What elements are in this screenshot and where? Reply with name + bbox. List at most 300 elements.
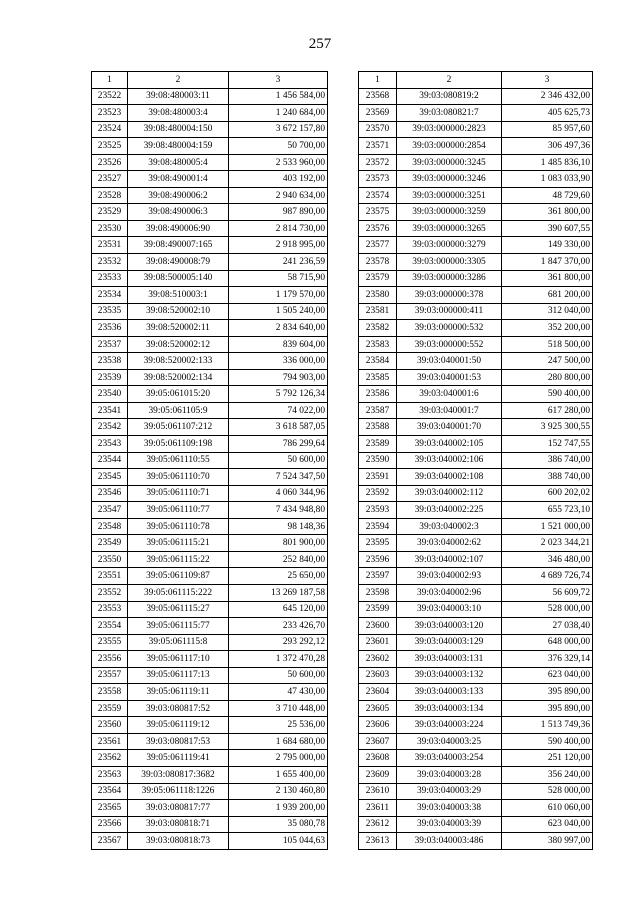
cadastral-number-cell: 39:05:061117:10 (128, 651, 229, 668)
row-number-cell: 23551 (92, 568, 128, 585)
row-number-cell: 23540 (92, 386, 128, 403)
table-row (92, 369, 328, 386)
value-cell: 1 513 749,36 (502, 717, 593, 734)
cadastral-number-cell: 39:03:040002:62 (397, 535, 502, 552)
value-cell: 247 500,00 (502, 353, 593, 370)
table-row (359, 303, 593, 320)
row-number-cell: 23584 (359, 353, 397, 370)
cadastral-number-cell: 39:03:040003:25 (397, 733, 502, 750)
cadastral-number-cell: 39:08:510003:1 (128, 287, 229, 304)
value-cell: 74 022,00 (229, 402, 328, 419)
value-cell: 152 747,55 (502, 436, 593, 453)
row-number-cell: 23560 (92, 717, 128, 734)
value-cell: 233 426,70 (229, 618, 328, 635)
value-cell: 655 723,10 (502, 502, 593, 519)
row-number-cell: 23569 (359, 105, 397, 122)
cadastral-number-cell: 39:05:061109:87 (128, 568, 229, 585)
table-row (92, 386, 328, 403)
value-cell: 376 329,14 (502, 651, 593, 668)
cadastral-number-cell: 39:08:490006:3 (128, 204, 229, 221)
value-cell: 623 040,00 (502, 816, 593, 833)
table-row (359, 750, 593, 767)
table-row (359, 502, 593, 519)
value-cell: 336 000,00 (229, 353, 328, 370)
cadastral-number-cell: 39:03:080819:2 (397, 88, 502, 105)
row-number-cell: 23577 (359, 237, 397, 254)
value-cell: 794 903,00 (229, 369, 328, 386)
row-number-cell: 23583 (359, 336, 397, 353)
cadastral-number-cell: 39:03:040002:96 (397, 584, 502, 601)
table-row (92, 88, 328, 105)
cadastral-number-cell: 39:03:040003:133 (397, 684, 502, 701)
cadastral-number-cell: 39:08:480004:150 (128, 121, 229, 138)
cadastral-number-cell: 39:03:000000:3265 (397, 220, 502, 237)
cadastral-number-cell: 39:08:520002:11 (128, 320, 229, 337)
row-number-cell: 23546 (92, 485, 128, 502)
row-number-cell: 23556 (92, 651, 128, 668)
cadastral-number-cell: 39:03:080817:77 (128, 800, 229, 817)
value-cell: 2 814 730,00 (229, 220, 328, 237)
cadastral-number-cell: 39:05:061115:22 (128, 551, 229, 568)
cadastral-number-cell: 39:03:040003:129 (397, 634, 502, 651)
cadastral-number-cell: 39:03:080821:7 (397, 105, 502, 122)
cadastral-number-cell: 39:08:480003:11 (128, 88, 229, 105)
table-row (92, 601, 328, 618)
cadastral-number-cell: 39:05:061119:11 (128, 684, 229, 701)
value-cell: 3 925 300,55 (502, 419, 593, 436)
row-number-cell: 23534 (92, 287, 128, 304)
value-cell: 617 280,00 (502, 402, 593, 419)
cadastral-number-cell: 39:03:000000:552 (397, 336, 502, 353)
table-row (92, 287, 328, 304)
cadastral-number-cell: 39:08:490008:79 (128, 254, 229, 271)
value-cell: 361 800,00 (502, 270, 593, 287)
table-row (92, 833, 328, 850)
table-row (92, 138, 328, 155)
value-cell: 405 625,73 (502, 105, 593, 122)
table-row (92, 220, 328, 237)
row-number-cell: 23553 (92, 601, 128, 618)
value-cell: 4 060 344,96 (229, 485, 328, 502)
row-number-cell: 23522 (92, 88, 128, 105)
cadastral-number-cell: 39:03:040003:10 (397, 601, 502, 618)
value-cell: 528 000,00 (502, 601, 593, 618)
table-row (359, 733, 593, 750)
table-row (359, 220, 593, 237)
table-row (359, 320, 593, 337)
value-cell: 7 524 347,50 (229, 469, 328, 486)
value-cell: 25 536,00 (229, 717, 328, 734)
cadastral-number-cell: 39:03:080817:53 (128, 733, 229, 750)
value-cell: 13 269 187,58 (229, 584, 328, 601)
cadastral-number-cell: 39:03:040003:132 (397, 667, 502, 684)
row-number-cell: 23579 (359, 270, 397, 287)
table-row (92, 485, 328, 502)
table-row (92, 518, 328, 535)
table-row (359, 700, 593, 717)
table-row (359, 121, 593, 138)
row-number-cell: 23573 (359, 171, 397, 188)
row-number-cell: 23592 (359, 485, 397, 502)
row-number-cell: 23570 (359, 121, 397, 138)
value-cell: 1 505 240,00 (229, 303, 328, 320)
row-number-cell: 23568 (359, 88, 397, 105)
row-number-cell: 23543 (92, 436, 128, 453)
row-number-cell: 23527 (92, 171, 128, 188)
value-cell: 2 023 344,21 (502, 535, 593, 552)
table-row (92, 750, 328, 767)
cadastral-number-cell: 39:08:520002:12 (128, 336, 229, 353)
table-row (359, 88, 593, 105)
row-number-cell: 23529 (92, 204, 128, 221)
row-number-cell: 23610 (359, 783, 397, 800)
value-cell: 380 997,00 (502, 833, 593, 850)
value-cell: 395 890,00 (502, 700, 593, 717)
cadastral-number-cell: 39:05:061110:78 (128, 518, 229, 535)
cadastral-number-cell: 39:05:061109:198 (128, 436, 229, 453)
row-number-cell: 23557 (92, 667, 128, 684)
right-table-body (359, 88, 593, 849)
table-row (359, 601, 593, 618)
table-row (92, 419, 328, 436)
value-cell: 987 890,00 (229, 204, 328, 221)
table-row (359, 386, 593, 403)
table-row (92, 568, 328, 585)
column-header-3: 3 (229, 72, 328, 89)
table-row (359, 237, 593, 254)
value-cell: 58 715,90 (229, 270, 328, 287)
table-row (92, 584, 328, 601)
table-row (359, 568, 593, 585)
table-row (92, 320, 328, 337)
value-cell: 5 792 126,34 (229, 386, 328, 403)
value-cell: 2 346 432,00 (502, 88, 593, 105)
table-row (359, 634, 593, 651)
row-number-cell: 23612 (359, 816, 397, 833)
cadastral-number-cell: 39:08:480004:159 (128, 138, 229, 155)
table-row (92, 783, 328, 800)
row-number-cell: 23563 (92, 766, 128, 783)
cadastral-number-cell: 39:03:040001:6 (397, 386, 502, 403)
cadastral-number-cell: 39:08:490006:2 (128, 187, 229, 204)
cadastral-number-cell: 39:05:061115:8 (128, 634, 229, 651)
row-number-cell: 23555 (92, 634, 128, 651)
value-cell: 1 456 584,00 (229, 88, 328, 105)
value-cell: 356 240,00 (502, 766, 593, 783)
row-number-cell: 23550 (92, 551, 128, 568)
cadastral-number-cell: 39:03:040002:112 (397, 485, 502, 502)
value-cell: 98 148,36 (229, 518, 328, 535)
cadastral-number-cell: 39:03:080817:3682 (128, 766, 229, 783)
table-row (92, 502, 328, 519)
table-header-row (359, 72, 593, 89)
row-number-cell: 23591 (359, 469, 397, 486)
value-cell: 3 710 448,00 (229, 700, 328, 717)
left-table-body (92, 88, 328, 849)
row-number-cell: 23559 (92, 700, 128, 717)
row-number-cell: 23607 (359, 733, 397, 750)
table-row (359, 402, 593, 419)
table-row (359, 336, 593, 353)
value-cell: 2 918 995,00 (229, 237, 328, 254)
column-header-1: 1 (359, 72, 397, 89)
table-row (359, 287, 593, 304)
table-row (92, 254, 328, 271)
value-cell: 600 202,02 (502, 485, 593, 502)
cadastral-number-cell: 39:08:480003:4 (128, 105, 229, 122)
value-cell: 1 684 680,00 (229, 733, 328, 750)
cadastral-number-cell: 39:05:061115:27 (128, 601, 229, 618)
value-cell: 50 700,00 (229, 138, 328, 155)
cadastral-number-cell: 39:03:000000:378 (397, 287, 502, 304)
table-row (92, 766, 328, 783)
row-number-cell: 23574 (359, 187, 397, 204)
row-number-cell: 23548 (92, 518, 128, 535)
column-header-2: 2 (397, 72, 502, 89)
table-row (92, 336, 328, 353)
cadastral-number-cell: 39:03:040002:105 (397, 436, 502, 453)
value-cell: 1 847 370,00 (502, 254, 593, 271)
row-number-cell: 23582 (359, 320, 397, 337)
row-number-cell: 23552 (92, 584, 128, 601)
row-number-cell: 23523 (92, 105, 128, 122)
row-number-cell: 23541 (92, 402, 128, 419)
value-cell: 403 192,00 (229, 171, 328, 188)
row-number-cell: 23530 (92, 220, 128, 237)
value-cell: 252 840,00 (229, 551, 328, 568)
value-cell: 645 120,00 (229, 601, 328, 618)
cadastral-number-cell: 39:03:040002:106 (397, 452, 502, 469)
cadastral-number-cell: 39:05:061110:55 (128, 452, 229, 469)
table-row (359, 783, 593, 800)
column-header-2: 2 (128, 72, 229, 89)
row-number-cell: 23576 (359, 220, 397, 237)
cadastral-number-cell: 39:03:040003:131 (397, 651, 502, 668)
cadastral-number-cell: 39:03:040003:39 (397, 816, 502, 833)
value-cell: 1 655 400,00 (229, 766, 328, 783)
cadastral-number-cell: 39:08:500005:140 (128, 270, 229, 287)
value-cell: 590 400,00 (502, 386, 593, 403)
row-number-cell: 23602 (359, 651, 397, 668)
row-number-cell: 23604 (359, 684, 397, 701)
cadastral-number-cell: 39:08:490001:4 (128, 171, 229, 188)
value-cell: 1 521 000,00 (502, 518, 593, 535)
table-row (359, 436, 593, 453)
table-row (92, 618, 328, 635)
value-cell: 681 200,00 (502, 287, 593, 304)
row-number-cell: 23600 (359, 618, 397, 635)
cadastral-number-cell: 39:05:061105:9 (128, 402, 229, 419)
value-cell: 149 330,00 (502, 237, 593, 254)
cadastral-number-cell: 39:03:040001:7 (397, 402, 502, 419)
table-row (359, 667, 593, 684)
cadastral-number-cell: 39:05:061110:77 (128, 502, 229, 519)
table-row (92, 535, 328, 552)
table-row (92, 105, 328, 122)
column-header-3: 3 (502, 72, 593, 89)
cadastral-number-cell: 39:03:040003:254 (397, 750, 502, 767)
table-row (92, 733, 328, 750)
row-number-cell: 23562 (92, 750, 128, 767)
row-number-cell: 23603 (359, 667, 397, 684)
value-cell: 610 060,00 (502, 800, 593, 817)
table-row (92, 816, 328, 833)
value-cell: 4 689 726,74 (502, 568, 593, 585)
row-number-cell: 23565 (92, 800, 128, 817)
cadastral-number-cell: 39:03:040003:38 (397, 800, 502, 817)
cadastral-number-cell: 39:03:080817:52 (128, 700, 229, 717)
cadastral-number-cell: 39:05:061115:222 (128, 584, 229, 601)
value-cell: 352 200,00 (502, 320, 593, 337)
cadastral-number-cell: 39:05:061110:70 (128, 469, 229, 486)
cadastral-number-cell: 39:05:061119:41 (128, 750, 229, 767)
row-number-cell: 23539 (92, 369, 128, 386)
cadastral-number-cell: 39:03:040001:53 (397, 369, 502, 386)
row-number-cell: 23578 (359, 254, 397, 271)
cadastral-number-cell: 39:08:490006:90 (128, 220, 229, 237)
row-number-cell: 23558 (92, 684, 128, 701)
row-number-cell: 23594 (359, 518, 397, 535)
row-number-cell: 23597 (359, 568, 397, 585)
table-row (359, 618, 593, 635)
value-cell: 312 040,00 (502, 303, 593, 320)
row-number-cell: 23586 (359, 386, 397, 403)
cadastral-number-cell: 39:03:040003:486 (397, 833, 502, 850)
table-row (359, 800, 593, 817)
row-number-cell: 23609 (359, 766, 397, 783)
column-header-1: 1 (92, 72, 128, 89)
row-number-cell: 23585 (359, 369, 397, 386)
value-cell: 241 236,59 (229, 254, 328, 271)
cadastral-number-cell: 39:03:040003:120 (397, 618, 502, 635)
value-cell: 50 600,00 (229, 452, 328, 469)
value-cell: 1 939 200,00 (229, 800, 328, 817)
value-cell: 56 609,72 (502, 584, 593, 601)
table-row (359, 138, 593, 155)
value-cell: 35 080,78 (229, 816, 328, 833)
value-cell: 251 120,00 (502, 750, 593, 767)
cadastral-number-cell: 39:08:490007:165 (128, 237, 229, 254)
cadastral-number-cell: 39:03:000000:3305 (397, 254, 502, 271)
page-number: 257 (308, 36, 332, 52)
row-number-cell: 23606 (359, 717, 397, 734)
row-number-cell: 23526 (92, 154, 128, 171)
row-number-cell: 23533 (92, 270, 128, 287)
row-number-cell: 23599 (359, 601, 397, 618)
table-row (92, 634, 328, 651)
value-cell: 3 672 157,80 (229, 121, 328, 138)
table-row (359, 254, 593, 271)
cadastral-number-cell: 39:05:061119:12 (128, 717, 229, 734)
table-row (359, 187, 593, 204)
table-row (359, 105, 593, 122)
value-cell: 361 800,00 (502, 204, 593, 221)
table-row (359, 684, 593, 701)
cadastral-number-cell: 39:03:040003:134 (397, 700, 502, 717)
row-number-cell: 23538 (92, 353, 128, 370)
row-number-cell: 23587 (359, 402, 397, 419)
value-cell: 2 795 000,00 (229, 750, 328, 767)
cadastral-number-cell: 39:03:000000:3245 (397, 154, 502, 171)
cadastral-number-cell: 39:03:080818:71 (128, 816, 229, 833)
table-row (359, 204, 593, 221)
row-number-cell: 23536 (92, 320, 128, 337)
row-number-cell: 23564 (92, 783, 128, 800)
value-cell: 390 607,55 (502, 220, 593, 237)
cadastral-number-cell: 39:05:061117:13 (128, 667, 229, 684)
cadastral-number-cell: 39:03:000000:2854 (397, 138, 502, 155)
cadastral-number-cell: 39:08:480005:4 (128, 154, 229, 171)
table-row (92, 187, 328, 204)
value-cell: 839 604,00 (229, 336, 328, 353)
row-number-cell: 23524 (92, 121, 128, 138)
cadastral-number-cell: 39:03:000000:2823 (397, 121, 502, 138)
value-cell: 25 650,00 (229, 568, 328, 585)
table-row (92, 171, 328, 188)
value-cell: 786 299,64 (229, 436, 328, 453)
table-row (359, 535, 593, 552)
row-number-cell: 23613 (359, 833, 397, 850)
row-number-cell: 23581 (359, 303, 397, 320)
row-number-cell: 23608 (359, 750, 397, 767)
table-row (359, 171, 593, 188)
value-cell: 105 044,63 (229, 833, 328, 850)
value-cell: 801 900,00 (229, 535, 328, 552)
value-cell: 280 800,00 (502, 369, 593, 386)
value-cell: 1 240 684,00 (229, 105, 328, 122)
value-cell: 623 040,00 (502, 667, 593, 684)
value-cell: 50 600,00 (229, 667, 328, 684)
row-number-cell: 23589 (359, 436, 397, 453)
table-row (92, 270, 328, 287)
value-cell: 48 729,60 (502, 187, 593, 204)
cadastral-number-cell: 39:03:040001:50 (397, 353, 502, 370)
row-number-cell: 23542 (92, 419, 128, 436)
table-row (359, 584, 593, 601)
value-cell: 306 497,36 (502, 138, 593, 155)
row-number-cell: 23525 (92, 138, 128, 155)
row-number-cell: 23595 (359, 535, 397, 552)
cadastral-number-cell: 39:03:000000:3279 (397, 237, 502, 254)
value-cell: 27 038,40 (502, 618, 593, 635)
row-number-cell: 23596 (359, 551, 397, 568)
table-row (92, 154, 328, 171)
table-row (359, 816, 593, 833)
value-cell: 293 292,12 (229, 634, 328, 651)
table-row (359, 154, 593, 171)
row-number-cell: 23547 (92, 502, 128, 519)
cadastral-number-cell: 39:03:000000:3286 (397, 270, 502, 287)
cadastral-number-cell: 39:08:520002:134 (128, 369, 229, 386)
row-number-cell: 23598 (359, 584, 397, 601)
cadastral-number-cell: 39:03:040001:70 (397, 419, 502, 436)
row-number-cell: 23611 (359, 800, 397, 817)
cadastral-number-cell: 39:03:040002:107 (397, 551, 502, 568)
cadastral-number-cell: 39:03:080818:73 (128, 833, 229, 850)
value-cell: 386 740,00 (502, 452, 593, 469)
table-row (359, 485, 593, 502)
value-cell: 388 740,00 (502, 469, 593, 486)
row-number-cell: 23590 (359, 452, 397, 469)
cadastral-number-cell: 39:03:000000:3246 (397, 171, 502, 188)
table-row (92, 717, 328, 734)
row-number-cell: 23605 (359, 700, 397, 717)
value-cell: 346 480,00 (502, 551, 593, 568)
row-number-cell: 23544 (92, 452, 128, 469)
cadastral-number-cell: 39:05:061015:20 (128, 386, 229, 403)
value-cell: 590 400,00 (502, 733, 593, 750)
cadastral-number-cell: 39:03:000000:532 (397, 320, 502, 337)
